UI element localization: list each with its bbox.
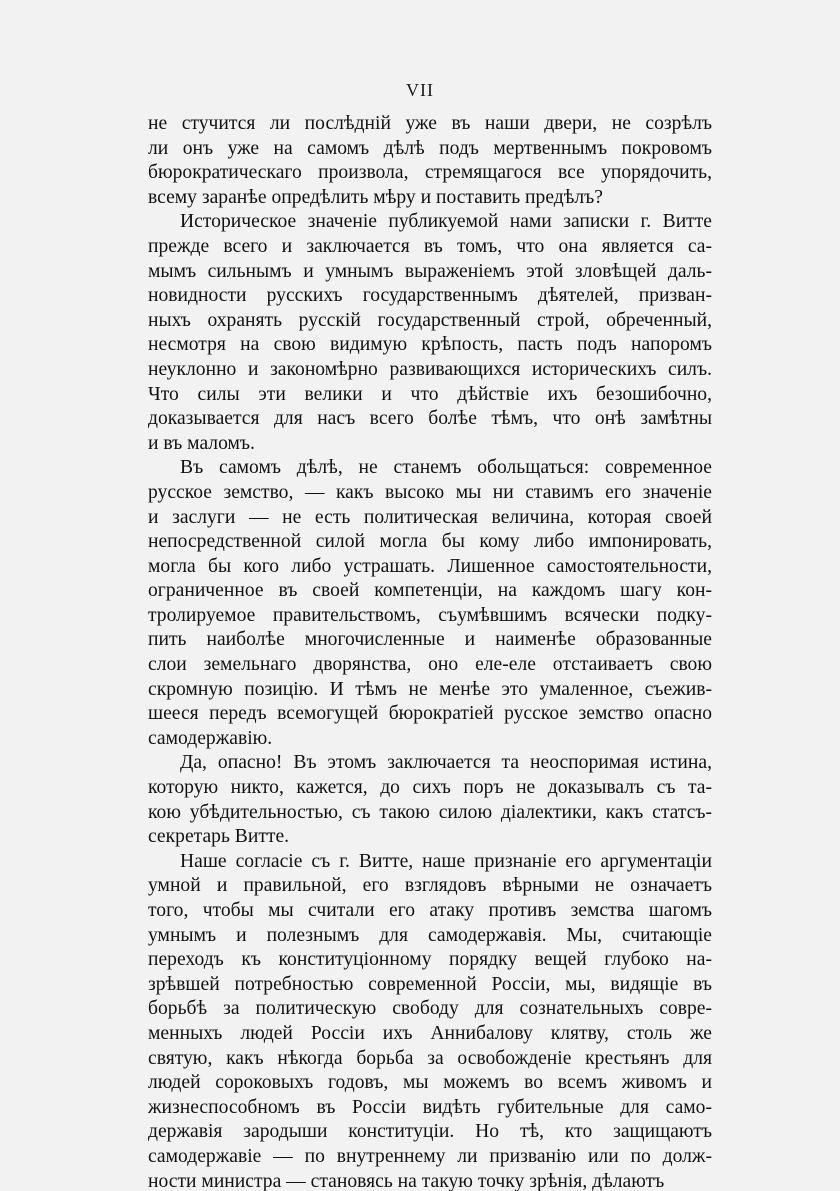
text-line: могла бы кого либо устрашать. Лишенное самостоятельности, <box>148 555 712 577</box>
text-line: непосредственной силой могла бы кому либо импонировать, <box>148 531 712 553</box>
text-line: слои земельнаго дворянства, оно еле-еле отстаиваетъ свою <box>148 654 712 676</box>
text-line: жизнеспособномъ въ Россiи видѣть губительные для само- <box>148 1096 712 1118</box>
body-text <box>148 112 712 1191</box>
paragraph <box>148 751 712 849</box>
text-line: Да, опасно! Въ этомъ заключается та неоспоримая истина, <box>180 752 712 774</box>
text-line: ности министра — становясь на такую точку зрѣнiя, дѣлаютъ <box>148 1170 665 1191</box>
text-line: самодержавiю. <box>148 727 273 749</box>
text-line: не стучится ли послѣднiй уже въ наши двери, не созрѣлъ <box>148 113 712 134</box>
text-line: которую никто, кажется, до сихъ поръ не доказывалъ съ та- <box>148 777 712 799</box>
text-line: ограниченное въ своей компетенцiи, на каждомъ шагу кон- <box>148 580 712 602</box>
text-line: доказывается для насъ всего болѣе тѣмъ, что онѣ замѣтны <box>148 408 712 430</box>
text-line: бюрократическаго произвола, стремящагося все упорядочить, <box>148 162 712 184</box>
text-line: переходъ къ конституцiонному порядку вещей глубоко на- <box>148 949 712 971</box>
text-line: скромную позицiю. И тѣмъ не менѣе это умаленное, съежив- <box>148 678 712 700</box>
text-line: и заслуги — не есть политическая величина, которая своей <box>148 506 712 528</box>
text-line: ли онъ уже на самомъ дѣлѣ подъ мертвеннымъ покровомъ <box>148 137 712 159</box>
text-line: менныхъ людей Россiи ихъ Аннибалову клятву, столь же <box>148 1022 712 1044</box>
text-line: державiя зародыши конституцiи. Но тѣ, кто защищаютъ <box>148 1121 712 1143</box>
text-line: самодержавiе — по внутреннему ли призванiю или по долж- <box>148 1145 712 1167</box>
text-line: умнымъ и полезнымъ для самодержавiя. Мы, считающiе <box>148 924 712 946</box>
text-line: борьбѣ за политическую свободу для сознательныхъ совре- <box>148 998 712 1020</box>
text-line: ныхъ охранять русскiй государственный строй, обреченный, <box>148 309 712 331</box>
paragraph <box>148 210 712 456</box>
text-line: Въ самомъ дѣлѣ, не станемъ обольщаться: современное <box>180 457 712 479</box>
paragraph <box>148 456 712 751</box>
text-line: пить наиболѣе многочисленные и наименѣе образованные <box>148 629 712 651</box>
text-line: секретарь Витте. <box>148 826 290 848</box>
text-line: Наше согласiе съ г. Витте, наше признанiе его аргументацiи <box>180 850 712 872</box>
text-line: прежде всего и заключается въ томъ, что она является са- <box>148 235 712 257</box>
paragraph <box>148 112 712 210</box>
text-line: Историческое значенiе публикуемой нами записки г. Витте <box>180 211 712 233</box>
text-line: всему заранѣе опредѣлить мѣру и поставить предѣлъ? <box>148 186 603 208</box>
text-line: умной и правильной, его взглядовъ вѣрными не означаетъ <box>148 875 712 897</box>
text-line: неуклонно и закономѣрно развивающихся историческихъ силъ. <box>148 358 712 380</box>
text-line: Что силы эти велики и что дѣйствiе ихъ безошибочно, <box>148 383 712 405</box>
text-line: русское земство, — какъ высоко мы ни ставимъ его значенiе <box>148 481 712 503</box>
text-line: и въ маломъ. <box>148 432 255 454</box>
text-line: тролируемое правительствомъ, съумѣвшимъ всячески подку- <box>148 604 712 626</box>
text-line: святую, какъ нѣкогда борьба за освобожденiе крестьянъ для <box>148 1047 712 1069</box>
text-line: зрѣвшей потребностью современной Россiи, мы, видящiе въ <box>148 973 712 995</box>
text-line: людей сороковыхъ годовъ, мы можемъ во всемъ живомъ и <box>148 1072 712 1094</box>
paragraph <box>148 850 712 1191</box>
text-line: того, чтобы мы считали его атаку противъ земства шагомъ <box>148 900 712 921</box>
text-line: новидности русскихъ государственнымъ дѣятелей, призван- <box>148 285 712 307</box>
text-line: мымъ сильнымъ и умнымъ выраженiемъ этой зловѣщей даль- <box>148 260 712 282</box>
text-line: шееся передъ всемогущей бюрократiей русское земство опасно <box>148 703 712 725</box>
text-line: несмотря на свою видимую крѣпость, пасть подъ напоромъ <box>148 334 712 356</box>
page-number: VII <box>406 80 434 100</box>
text-line: кою убѣдительностью, съ такою силою дiалектики, какъ статсъ- <box>148 801 712 823</box>
